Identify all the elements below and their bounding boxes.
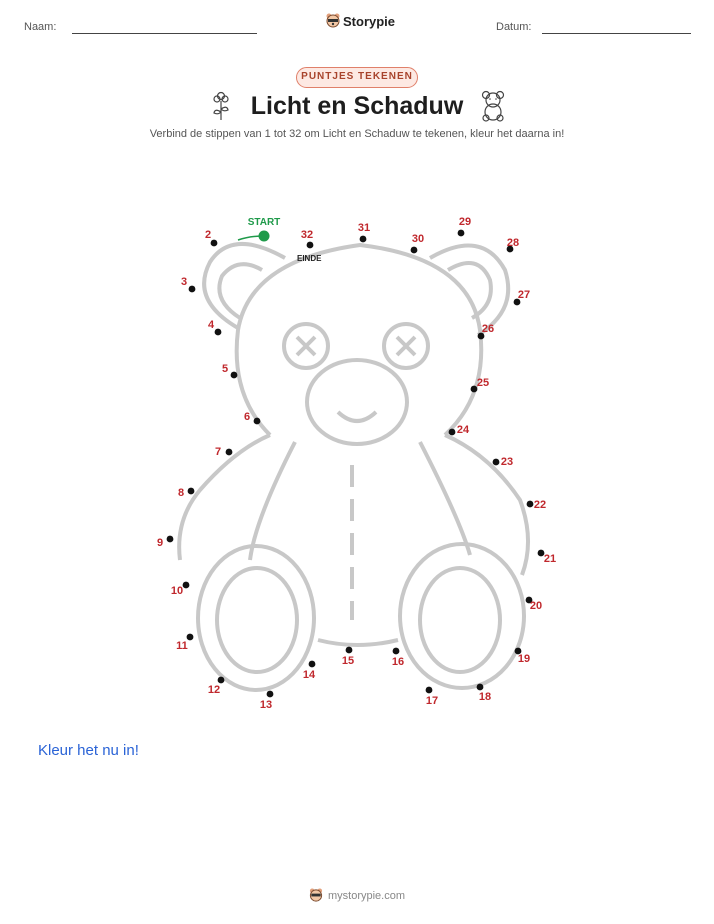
- dot-number-label: 29: [458, 216, 472, 228]
- dot-number-label: 15: [341, 655, 355, 667]
- dot-10: [183, 582, 190, 589]
- dot-number-label: 6: [243, 411, 251, 423]
- dot-13: [267, 691, 274, 698]
- dot-16: [393, 648, 400, 655]
- dot-4: [215, 329, 222, 336]
- bear-outline: [179, 244, 531, 690]
- dot-number-label: 10: [170, 585, 184, 597]
- dot-number-label: 21: [543, 553, 557, 565]
- dot-number-label: 14: [302, 669, 316, 681]
- dot-number-label: 2: [204, 229, 212, 241]
- brand-name: Storypie: [343, 13, 396, 29]
- footer-site: mystorypie.com: [327, 889, 406, 902]
- dot-number-label: 27: [517, 289, 531, 301]
- dot-number-label: 24: [456, 424, 470, 436]
- dot-14: [309, 661, 316, 668]
- footer: [0, 888, 714, 903]
- dot-29: [458, 230, 465, 237]
- end-label: EINDE: [297, 254, 322, 263]
- dot-number-label: 20: [529, 600, 543, 612]
- activity-badge: PUNTJES TEKENEN: [296, 67, 418, 88]
- dot-12: [218, 677, 225, 684]
- bear-logo-icon: [309, 888, 323, 903]
- dot-number-label: 13: [259, 699, 273, 711]
- dot-number-label: 28: [506, 237, 520, 249]
- dot-number-label: 17: [425, 695, 439, 707]
- dot-22: [527, 501, 534, 508]
- dot-number-label: 25: [476, 377, 490, 389]
- dot-5: [231, 372, 238, 379]
- dot-6: [254, 418, 261, 425]
- dot-number-label: 31: [357, 222, 371, 234]
- page-title: Licht en Schaduw: [250, 92, 464, 120]
- dot-8: [188, 488, 195, 495]
- dot-9: [167, 536, 174, 543]
- start-label: START: [247, 217, 281, 228]
- dot-number-label: 8: [177, 487, 185, 499]
- dot-32: [307, 242, 314, 249]
- dot-7: [226, 449, 233, 456]
- name-label: Naam:: [24, 21, 57, 33]
- dot-23: [493, 459, 500, 466]
- dot-number-label: 12: [207, 684, 221, 696]
- dot-number-label: 19: [517, 653, 531, 665]
- dot-15: [346, 647, 353, 654]
- dot-24: [449, 429, 456, 436]
- dot-3: [189, 286, 196, 293]
- dot-number-label: 26: [481, 323, 495, 335]
- dot-31: [360, 236, 367, 243]
- dot-2: [211, 240, 218, 247]
- dot-number-label: 32: [300, 229, 314, 241]
- dot-30: [411, 247, 418, 254]
- dot-number-label: 3: [180, 276, 188, 288]
- dot-number-label: 23: [500, 456, 514, 468]
- dot-17: [426, 687, 433, 694]
- date-label: Datum:: [496, 21, 532, 33]
- dot-number-label: 30: [411, 233, 425, 245]
- dot-number-label: 7: [214, 446, 222, 458]
- instructions: Verbind de stippen van 1 tot 32 om Licht en Schaduw te tekenen, kleur het daarna in!: [149, 128, 565, 140]
- dot-number-label: 18: [478, 691, 492, 703]
- start-dot: [259, 231, 270, 242]
- dot-number-label: 9: [156, 537, 164, 549]
- dot-number-label: 22: [533, 499, 547, 511]
- dot-number-label: 4: [207, 319, 215, 331]
- dot-number-label: 11: [176, 640, 188, 652]
- dot-number-label: 5: [221, 363, 229, 375]
- dot-18: [477, 684, 484, 691]
- color-in-prompt: Kleur het nu in!: [38, 742, 139, 759]
- dot-number-label: 16: [391, 656, 405, 668]
